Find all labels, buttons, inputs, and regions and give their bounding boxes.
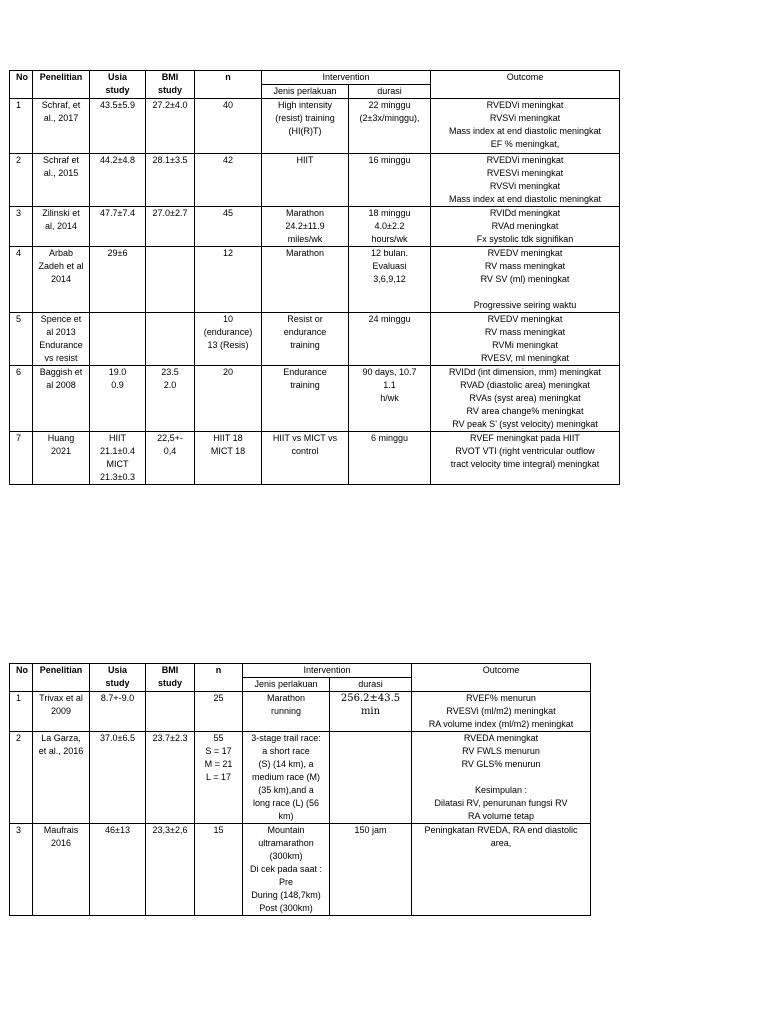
cell-outcome: RVEDVi meningkat RVSVi meningkat Mass index at end diastolic meningkat EF % meningkat, (431, 99, 620, 154)
cell-usia: 19.0 0.9 (90, 366, 146, 432)
cell-durasi: 12 bulan. Evaluasi 3,6,9,12 (349, 247, 431, 313)
cell-penelitian: Spence et al 2013 Endurance vs resist (33, 313, 90, 366)
cell-outcome: RVEF% menurun RVESVi (ml/m2) meningkat RA volume index (ml/m2) meningkat (412, 692, 591, 732)
header-penelitian: Penelitian (33, 664, 90, 692)
table-row (10, 99, 620, 154)
cell-no: 6 (10, 366, 33, 432)
header-outcome: Outcome (412, 664, 591, 692)
table-row (10, 207, 620, 247)
cell-outcome: RVEDVi meningkat RVESVi meningkat RVSVi meningkat Mass index at end diastolic meningkat (431, 154, 620, 207)
cell-no: 3 (10, 824, 33, 916)
cell-durasi: 24 minggu (349, 313, 431, 366)
cell-n: 42 (195, 154, 262, 207)
cell-n: 45 (195, 207, 262, 247)
cell-jenis: Marathon running (243, 692, 330, 732)
cell-usia: 46±13 (90, 824, 146, 916)
table-row (10, 824, 591, 916)
cell-durasi: 90 days, 10.7 1.1 h/wk (349, 366, 431, 432)
cell-bmi: 23.5 2.0 (146, 366, 195, 432)
header-intervention: Intervention (262, 71, 431, 85)
cell-durasi: 150 jam (330, 824, 412, 916)
cell-n: 55 S = 17 M = 21 L = 17 (195, 732, 243, 824)
cell-bmi (146, 692, 195, 732)
cell-jenis: Marathon (262, 247, 349, 313)
cell-outcome: RVEDV meningkat RV mass meningkat RVMi meningkat RVESV, ml meningkat (431, 313, 620, 366)
cell-no: 1 (10, 99, 33, 154)
table-row (10, 154, 620, 207)
cell-usia: 29±6 (90, 247, 146, 313)
table-row (10, 692, 591, 732)
cell-usia: 47.7±7.4 (90, 207, 146, 247)
cell-durasi: 6 minggu (349, 432, 431, 485)
cell-no: 5 (10, 313, 33, 366)
header-usia: Usia study (90, 71, 146, 99)
cell-usia: 8.7+-9.0 (90, 692, 146, 732)
cell-penelitian: La Garza, et al., 2016 (33, 732, 90, 824)
cell-n: 15 (195, 824, 243, 916)
header-penelitian: Penelitian (33, 71, 90, 99)
header-no: No (10, 664, 33, 692)
cell-penelitian: Trivax et al 2009 (33, 692, 90, 732)
cell-jenis: HIIT vs MICT vs control (262, 432, 349, 485)
cell-jenis: High intensity (resist) training (HI(R)T) (262, 99, 349, 154)
cell-bmi: 22,5+- 0,4 (146, 432, 195, 485)
header-intervention: Intervention (243, 664, 412, 678)
header-durasi: durasi (330, 678, 412, 692)
cell-penelitian: Schraf, et al., 2017 (33, 99, 90, 154)
header-n: n (195, 71, 262, 99)
cell-n: 12 (195, 247, 262, 313)
cell-usia: 37.0±6.5 (90, 732, 146, 824)
cell-bmi: 27.2±4.0 (146, 99, 195, 154)
header-n: n (195, 664, 243, 692)
table-1-body (10, 99, 620, 485)
cell-bmi: 27.0±2.7 (146, 207, 195, 247)
cell-n: 20 (195, 366, 262, 432)
cell-bmi: 23,3±2,6 (146, 824, 195, 916)
header-jenis: Jenis perlakuan (262, 85, 349, 99)
cell-usia: 43.5±5.9 (90, 99, 146, 154)
cell-bmi (146, 313, 195, 366)
cell-jenis: HIIT (262, 154, 349, 207)
header-durasi: durasi (349, 85, 431, 99)
table-2-body (10, 692, 591, 916)
header-bmi: BMI study (146, 664, 195, 692)
cell-no: 4 (10, 247, 33, 313)
cell-outcome: RVIDd meningkat RVAd meningkat Fx systolic tdk signifikan (431, 207, 620, 247)
cell-jenis: Marathon 24.2±11.9 miles/wk (262, 207, 349, 247)
table-row (10, 732, 591, 824)
table-row (10, 247, 620, 313)
cell-jenis: Mountain ultramarathon (300km) Di cek pada saat : Pre During (148,7km) Post (300km) (243, 824, 330, 916)
cell-jenis: Resist or endurance training (262, 313, 349, 366)
cell-outcome: RVEDA meningkat RV FWLS menurun RV GLS% menurun Kesimpulan : Dilatasi RV, penurunan fungsi RV RA volume tetap (412, 732, 591, 824)
cell-usia: HIIT 21.1±0.4 MICT 21.3±0.3 (90, 432, 146, 485)
cell-usia: 44.2±4.8 (90, 154, 146, 207)
cell-no: 2 (10, 732, 33, 824)
cell-penelitian: Arbab Zadeh et al 2014 (33, 247, 90, 313)
header-jenis: Jenis perlakuan (243, 678, 330, 692)
cell-bmi (146, 247, 195, 313)
cell-no: 3 (10, 207, 33, 247)
cell-outcome: Peningkatan RVEDA, RA end diastolic area, (412, 824, 591, 916)
cell-bmi: 23.7±2.3 (146, 732, 195, 824)
cell-penelitian: Huang 2021 (33, 432, 90, 485)
cell-no: 7 (10, 432, 33, 485)
cell-n: 25 (195, 692, 243, 732)
cell-bmi: 28.1±3.5 (146, 154, 195, 207)
table-row (10, 432, 620, 485)
cell-n: 40 (195, 99, 262, 154)
header-usia: Usia study (90, 664, 146, 692)
header-outcome: Outcome (431, 71, 620, 99)
cell-n: HIIT 18 MICT 18 (195, 432, 262, 485)
cell-n: 10 (endurance) 13 (Resis) (195, 313, 262, 366)
cell-durasi: 22 minggu (2±3x/minggu), (349, 99, 431, 154)
table-1 (9, 70, 620, 485)
cell-usia (90, 313, 146, 366)
cell-no: 1 (10, 692, 33, 732)
table-row (10, 313, 620, 366)
cell-jenis: 3-stage trail race: a short race (S) (14 km), a medium race (M) (35 km),and a long race (L) (56 km) (243, 732, 330, 824)
table-2 (9, 663, 591, 916)
cell-outcome: RVEDV meningkat RV mass meningkat RV SV (ml) meningkat Progressive seiring waktu (431, 247, 620, 313)
cell-jenis: Endurance training (262, 366, 349, 432)
cell-no: 2 (10, 154, 33, 207)
cell-penelitian: Baggish et al 2008 (33, 366, 90, 432)
cell-durasi: 16 minggu (349, 154, 431, 207)
header-no: No (10, 71, 33, 99)
header-bmi: BMI study (146, 71, 195, 99)
cell-durasi: 256.2±43.5 min (330, 692, 412, 732)
cell-penelitian: Schraf et al., 2015 (33, 154, 90, 207)
cell-outcome: RVIDd (int dimension, mm) meningkat RVAD (diastolic area) meningkat RVAs (syst area) meningkat RV area change% meningkat RV peak S’ (syst velocity) meningkat (431, 366, 620, 432)
table-row (10, 366, 620, 432)
cell-durasi (330, 732, 412, 824)
cell-penelitian: Maufrais 2016 (33, 824, 90, 916)
cell-penelitian: Zilinski et al, 2014 (33, 207, 90, 247)
cell-durasi: 18 minggu 4.0±2.2 hours/wk (349, 207, 431, 247)
cell-outcome: RVEF meningkat pada HIIT RVOT VTI (right ventricular outflow tract velocity time integral) meningkat (431, 432, 620, 485)
